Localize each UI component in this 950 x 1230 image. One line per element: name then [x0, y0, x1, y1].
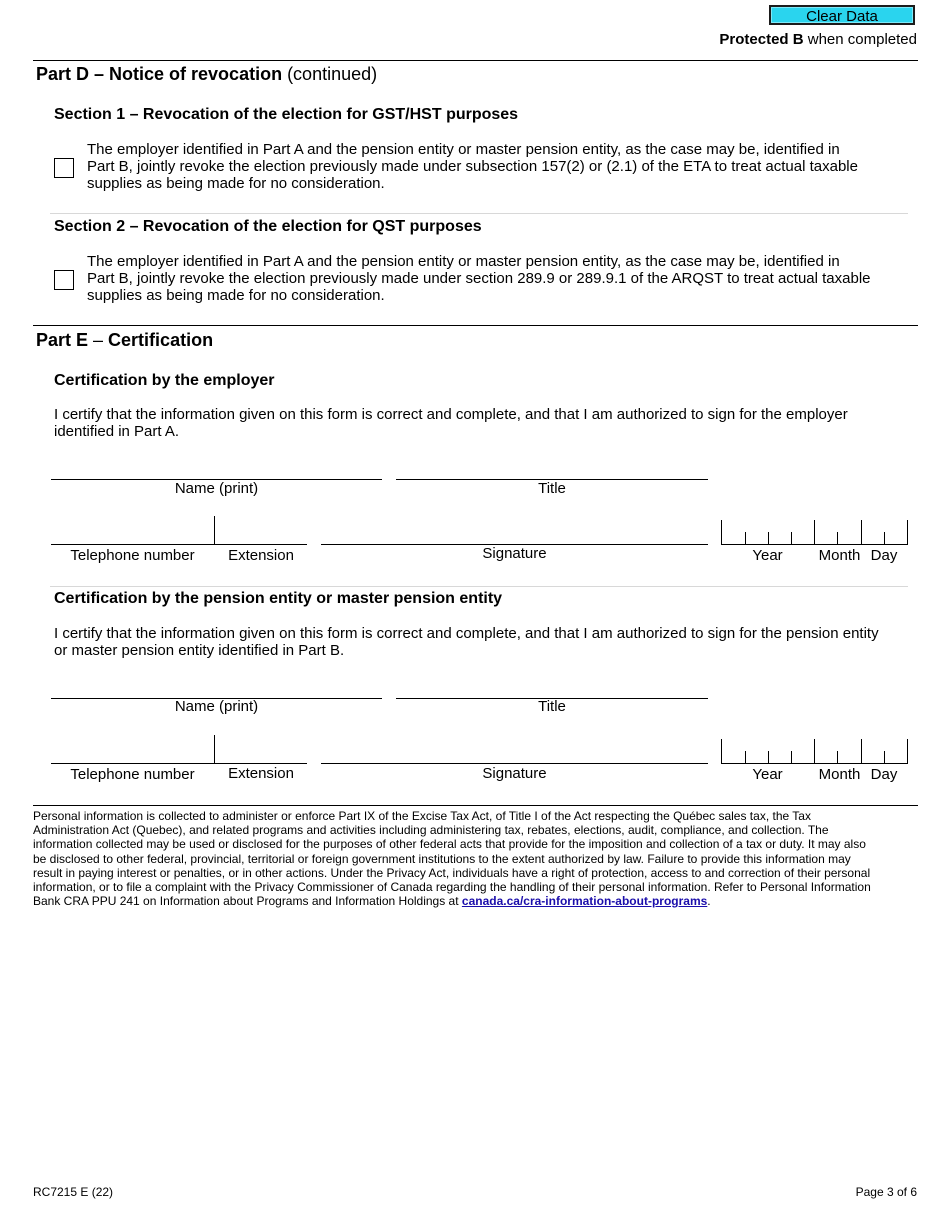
pension-title-label: Title	[538, 698, 566, 715]
protected-notice	[719, 31, 917, 48]
pension-year-label: Year	[752, 766, 783, 783]
privacy-line: be disclosed to other federal, provincial, territorial or foreign government institutions to the extent authorized by law. Failure to provide this information may	[33, 851, 851, 866]
date-tick	[791, 751, 792, 763]
clear-data-button[interactable]: Clear Data	[769, 5, 915, 25]
section-2-text-line: supplies as being made for no consideration.	[87, 287, 385, 304]
privacy-line: information, or to file a complaint with the Privacy Commissioner of Canada regarding the handling of their personal information. Refer to Personal Information	[33, 880, 871, 895]
date-tick	[768, 751, 769, 763]
pension-cert-title: Certification by the pension entity or master pension entity	[54, 590, 503, 607]
section-1-revoke-checkbox[interactable]	[54, 158, 74, 178]
privacy-line: information collected may be used or disclosed for the purposes of other federal acts that provide for the imposition and collection of a tax or duty. It may also	[33, 837, 866, 852]
pension-month-label: Month	[818, 766, 861, 783]
section-divider	[50, 586, 908, 587]
divider	[33, 805, 918, 806]
employer-title-label: Title	[538, 480, 566, 497]
employer-signature-input[interactable]	[321, 515, 708, 544]
pension-phone-separator	[214, 735, 215, 763]
pension-cert-text-line: or master pension entity identified in Part B.	[54, 642, 345, 659]
part-d-title-suffix: (continued)	[282, 64, 378, 84]
date-tick	[861, 520, 862, 544]
date-tick	[907, 520, 908, 544]
employer-day-label: Day	[870, 547, 898, 564]
employer-name-label: Name (print)	[174, 480, 259, 497]
privacy-line: Personal information is collected to administer or enforce Part IX of the Excise Tax Act, of Title I of the Act respecting the Québec sales tax, the Tax	[33, 809, 811, 823]
pension-title-input[interactable]	[396, 667, 708, 698]
privacy-notice	[33, 809, 913, 908]
employer-name-input[interactable]	[51, 448, 382, 479]
section-2-revoke-checkbox[interactable]	[54, 270, 74, 290]
employer-month-label: Month	[818, 547, 861, 564]
date-tick	[837, 532, 838, 544]
pension-telephone-label: Telephone number	[70, 766, 195, 783]
employer-telephone-input[interactable]	[51, 515, 214, 544]
employer-telephone-label: Telephone number	[70, 547, 195, 564]
date-tick	[721, 520, 722, 544]
date-tick	[814, 739, 815, 763]
section-2-title: Section 2 – Revocation of the election for QST purposes	[54, 218, 482, 235]
section-1-text-line: The employer identified in Part A and the pension entity or master pension entity, as the case may be, identified in	[87, 141, 840, 158]
date-tick	[884, 751, 885, 763]
section-2-text-line: The employer identified in Part A and the pension entity or master pension entity, as the case may be, identified in	[87, 253, 840, 270]
date-tick	[745, 751, 746, 763]
divider	[33, 60, 918, 61]
section-2-text	[87, 253, 871, 304]
divider	[33, 325, 918, 326]
privacy-line-last	[33, 894, 913, 908]
pension-signature-label: Signature	[482, 765, 547, 782]
cra-info-programs-link[interactable]: canada.ca/cra-information-about-programs	[461, 894, 708, 909]
part-d-title-bold: Part D – Notice of revocation	[36, 64, 283, 84]
part-e-title	[36, 330, 213, 351]
employer-cert-text-line: identified in Part A.	[54, 423, 180, 440]
employer-cert-title: Certification by the employer	[54, 372, 275, 389]
pension-phone-line	[51, 763, 307, 764]
part-d-title	[36, 64, 377, 85]
employer-phone-line	[51, 544, 307, 545]
pension-signature-input[interactable]	[321, 734, 708, 763]
section-1-text-line: supplies as being made for no consideration.	[87, 175, 385, 192]
date-tick	[768, 532, 769, 544]
section-2-text-line: Part B, jointly revoke the election previously made under section 289.9 or 289.9.1 of the ARQST to treat actual taxable	[87, 270, 871, 287]
page-number: Page 3 of 6	[855, 1185, 917, 1199]
pension-signature-line	[321, 763, 708, 764]
privacy-line: result in paying interest or penalties, or in other actions. Under the Privacy Act, individuals have a right of protection, access to and correction of their personal	[33, 865, 871, 880]
pension-cert-text	[54, 625, 879, 659]
employer-title-input[interactable]	[396, 448, 708, 479]
date-tick	[814, 520, 815, 544]
privacy-line-text: Bank CRA PPU 241 on Information about Programs and Information Holdings at	[33, 894, 462, 909]
section-divider	[50, 213, 908, 214]
part-e-title-dash: –	[88, 330, 109, 350]
privacy-line-end: .	[707, 894, 711, 909]
pension-name-input[interactable]	[51, 667, 382, 698]
section-1-text	[87, 141, 858, 192]
date-tick	[861, 739, 862, 763]
pension-day-label: Day	[870, 766, 898, 783]
employer-extension-input[interactable]	[215, 515, 307, 544]
employer-cert-text-line: I certify that the information given on this form is correct and complete, and that I am authorized to sign for the employer	[54, 406, 848, 423]
date-baseline	[721, 544, 908, 545]
employer-signature-label: Signature	[482, 545, 547, 562]
date-tick	[791, 532, 792, 544]
date-tick	[745, 532, 746, 544]
pension-cert-text-line: I certify that the information given on this form is correct and complete, and that I am authorized to sign for the pension entity	[54, 625, 879, 642]
date-baseline	[721, 763, 908, 764]
pension-extension-label: Extension	[228, 765, 294, 782]
date-tick	[907, 739, 908, 763]
employer-year-label: Year	[752, 547, 783, 564]
protected-label: Protected B	[719, 31, 804, 48]
part-e-title-part: Part E	[36, 330, 89, 350]
privacy-line: Administration Act (Quebec), and related programs and activities including administering tax, rebates, elections, audit, compliance, and collection. The	[33, 823, 829, 838]
employer-phone-separator	[214, 516, 215, 544]
date-tick	[884, 532, 885, 544]
employer-cert-text	[54, 406, 848, 440]
date-tick	[721, 739, 722, 763]
part-e-title-cert: Certification	[108, 330, 214, 350]
employer-extension-label: Extension	[228, 547, 294, 564]
pension-telephone-input[interactable]	[51, 734, 214, 763]
pension-extension-input[interactable]	[215, 734, 307, 763]
section-1-text-line: Part B, jointly revoke the election previously made under subsection 157(2) or (2.1) of the ETA to treat actual taxable	[87, 158, 858, 175]
protected-suffix: when completed	[803, 31, 917, 48]
section-1-title: Section 1 – Revocation of the election for GST/HST purposes	[54, 106, 519, 123]
form-identifier: RC7215 E (22)	[33, 1185, 114, 1199]
pension-name-label: Name (print)	[174, 698, 259, 715]
date-tick	[837, 751, 838, 763]
